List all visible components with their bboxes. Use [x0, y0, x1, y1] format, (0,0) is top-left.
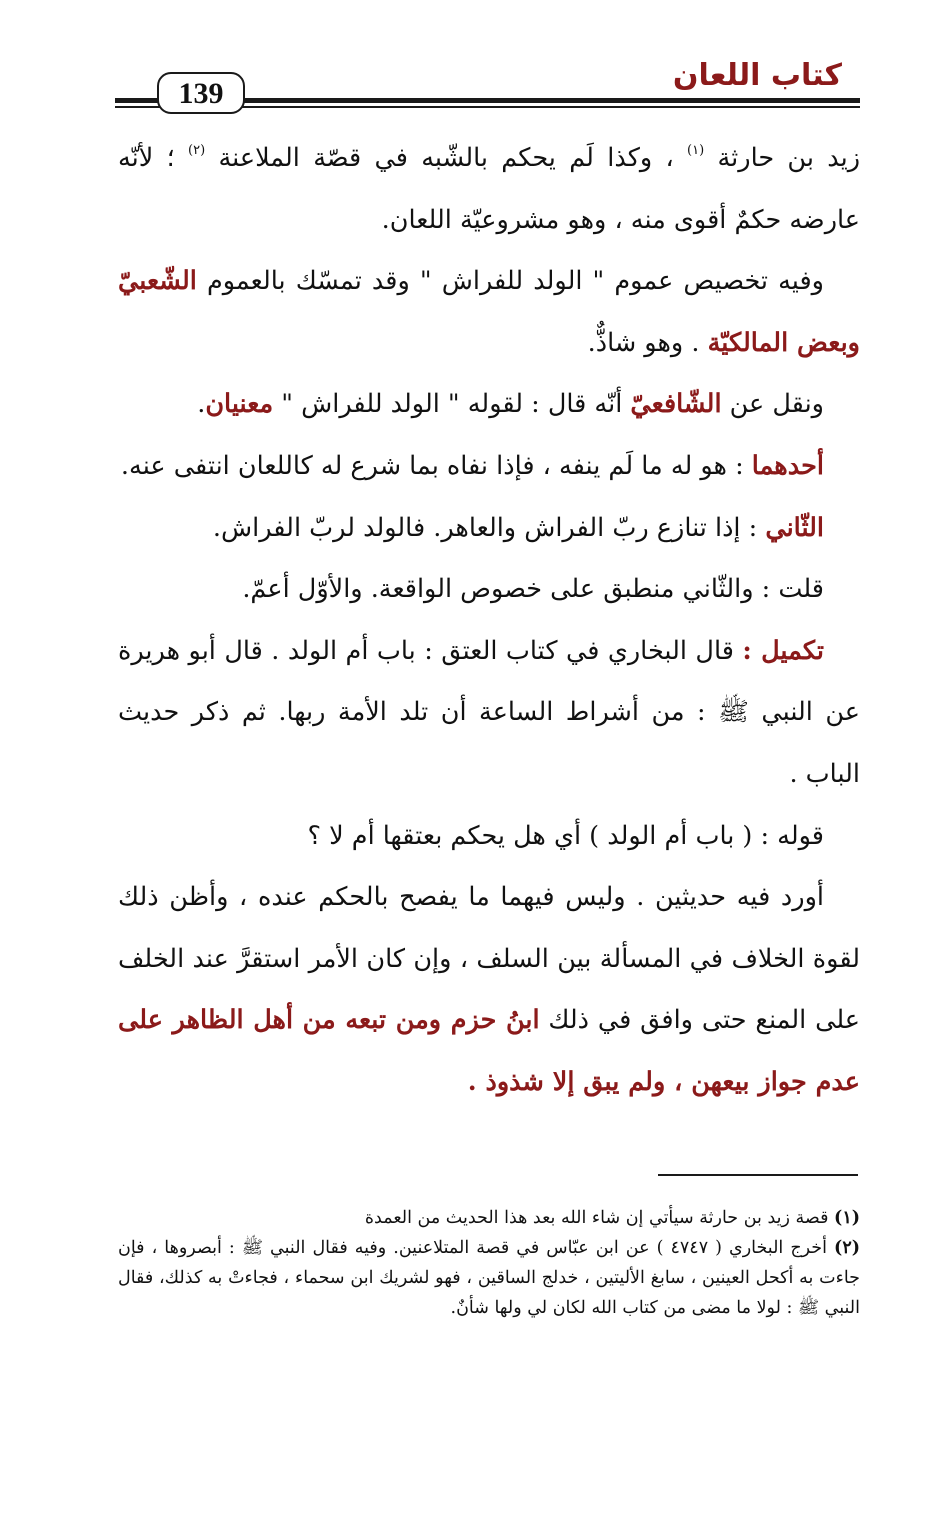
- p3-text-a: ونقل عن: [729, 389, 824, 420]
- p5-highlight: الثّاني: [765, 512, 824, 543]
- p3-text-c: .: [197, 389, 206, 420]
- p9-text: أورد فيه حديثين . وليس فيهما ما يفصح بالحكم عنده ، وأظن ذلك لقوة الخلاف في المسألة بين السلف ، وإن كان الأمر استقرَّ عند الخلف على المنع حتى وافق في ذلك: [118, 882, 860, 1036]
- paragraph-3: [118, 374, 860, 436]
- paragraph-6: قلت : والثّاني منطبق على خصوص الواقعة. والأوّل أعمّ.: [242, 574, 824, 605]
- paragraph-2: [118, 251, 860, 374]
- footnote-2-number: (٢): [834, 1238, 860, 1258]
- p2-highlight: الشّعبيّ وبعض المالكيّة: [118, 266, 860, 358]
- paragraph-7: [118, 621, 860, 806]
- p1-text-b: ، وكذا لَم يحكم بالشّبه في قصّة الملاعنة: [218, 143, 674, 173]
- p3-text-b: أنّه قال : لقوله " الولد للفراش ": [281, 389, 623, 420]
- p1-text-a: زيد بن حارثة: [717, 143, 861, 173]
- page-number: 139: [157, 72, 245, 114]
- p1-text-c: ؛ لأنّه عارضه حكمٌ أقوى منه ، وهو مشروعيّة اللعان.: [118, 143, 860, 235]
- footnote-1: [118, 1203, 860, 1233]
- paragraph-8: قوله : ( باب أم الولد ) أي هل يحكم بعتقها أم لا ؟: [307, 820, 824, 851]
- page-header: [115, 58, 860, 118]
- p9-highlight: ابنُ حزم ومن تبعه من أهل الظاهر على عدم جواز بيعهن ، ولم يبق إلا شذوذ .: [118, 1005, 860, 1097]
- paragraph-1: [118, 128, 860, 251]
- footnote-1-number: (١): [834, 1208, 860, 1228]
- footnote-separator: [658, 1174, 858, 1176]
- p3-highlight-1: الشّافعيّ: [630, 389, 722, 420]
- footnote-1-text: قصة زيد بن حارثة سيأتي إن شاء الله بعد هذا الحديث من العمدة: [364, 1208, 829, 1228]
- footnote-2: [118, 1233, 860, 1323]
- paragraph-5: [118, 498, 860, 560]
- body-text: [118, 128, 860, 1114]
- footnotes: [118, 1203, 860, 1323]
- p7-text: قال البخاري في كتاب العتق : باب أم الولد . قال أبو هريرة عن النبي ﷺ : من أشراط الساعة أن تلد الأمة ربها. ثم ذكر حديث الباب .: [118, 635, 860, 789]
- paragraph-4: [118, 436, 860, 498]
- p4-highlight: أحدهما: [751, 450, 824, 481]
- p5-text: : إذا تنازع ربّ الفراش والعاهر. فالولد لربّ الفراش.: [212, 512, 758, 543]
- p3-highlight-2: معنيان: [205, 389, 274, 420]
- footnote-marker-2[interactable]: (٢): [188, 143, 206, 158]
- chapter-title: كتاب اللعان: [672, 58, 842, 93]
- paragraph-9: [118, 867, 860, 1113]
- p2-text-b: . وهو شاذٌّ.: [587, 327, 700, 358]
- footnote-2-text: أخرج البخاري ( ٤٧٤٧ ) عن ابن عبّاس في قصة المتلاعنين. وفيه فقال النبي ﷺ : أبصروها ، فإن جاءت به أكحل العينين ، سابغ الأليتين ، خدلج الساقين ، فهو لشريك ابن سحماء ، فجاءتْ به كذلك، فقال النبي ﷺ : لولا ما مضى من كتاب الله لكان لي ولها شأنٌ.: [118, 1238, 860, 1318]
- p7-highlight: تكميل :: [742, 635, 824, 666]
- p4-text: : هو له ما لَم ينفه ، فإذا نفاه بما شرع له كاللعان انتفى عنه.: [120, 450, 744, 481]
- footnote-marker-1[interactable]: (١): [687, 143, 705, 158]
- p2-text-a: وفيه تخصيص عموم " الولد للفراش " وقد تمسّك بالعموم: [206, 266, 824, 297]
